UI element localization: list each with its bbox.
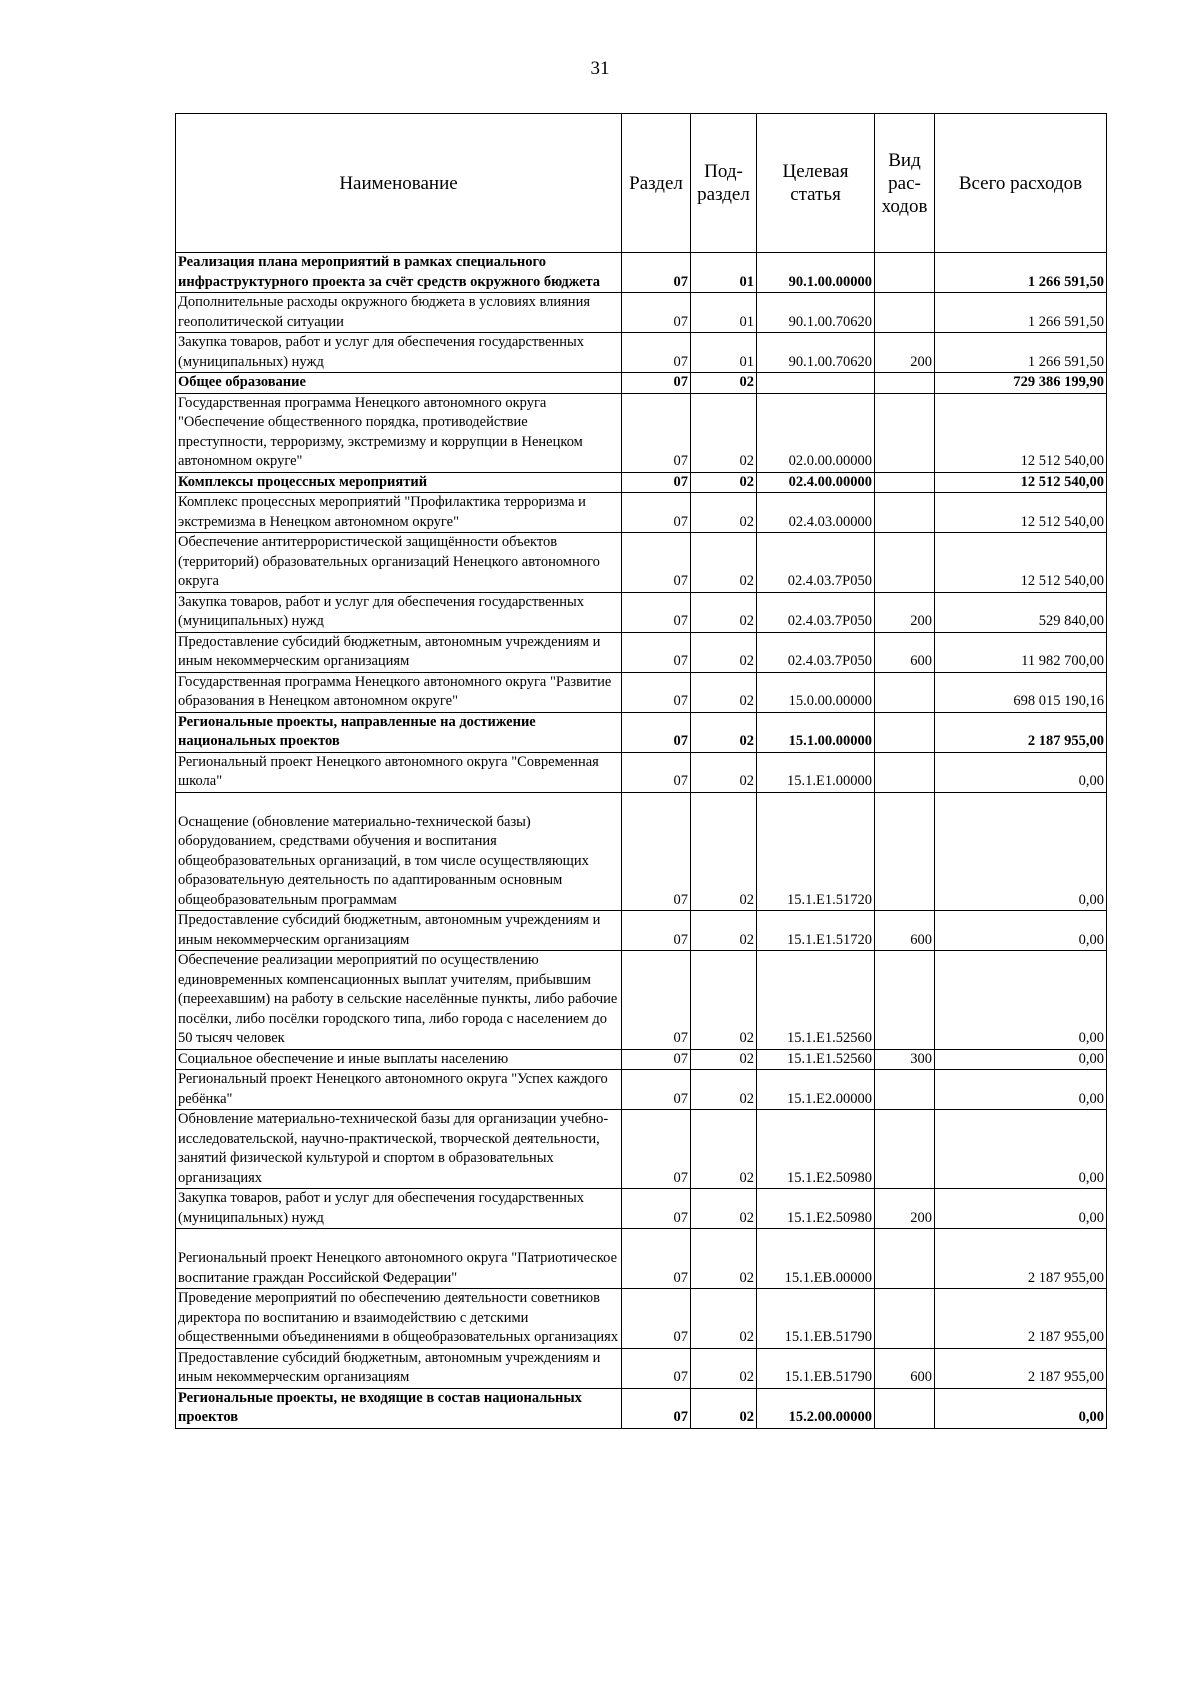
row-target-cell: 02.4.03.7Р050 (757, 533, 875, 593)
row-target-cell: 90.1.00.70620 (757, 293, 875, 333)
row-subsection-cell: 02 (691, 1070, 757, 1110)
row-kind-cell: 600 (875, 1348, 935, 1388)
row-total-cell: 1 266 591,50 (935, 293, 1107, 333)
row-section-cell: 07 (622, 712, 691, 752)
budget-table (175, 113, 1107, 1429)
row-name-cell: Обновление материально-технической базы для организации учебно-исследовательской, научно-практической, творческой деятельности, занятий физической культурой и спортом в образовательных организациях (176, 1110, 622, 1189)
table-row (176, 293, 1107, 333)
row-kind-cell (875, 792, 935, 911)
row-subsection-cell: 02 (691, 1289, 757, 1349)
row-total-cell: 529 840,00 (935, 592, 1107, 632)
table-row (176, 393, 1107, 472)
row-target-cell: 02.4.00.00000 (757, 472, 875, 493)
row-kind-cell: 600 (875, 632, 935, 672)
row-total-cell: 12 512 540,00 (935, 533, 1107, 593)
row-section-cell: 07 (622, 1388, 691, 1428)
header-section: Раздел (622, 114, 691, 253)
table-row (176, 333, 1107, 373)
row-subsection-cell: 02 (691, 1388, 757, 1428)
row-total-cell: 1 266 591,50 (935, 333, 1107, 373)
row-total-cell: 0,00 (935, 1110, 1107, 1189)
row-total-cell: 11 982 700,00 (935, 632, 1107, 672)
table-row (176, 253, 1107, 293)
row-section-cell: 07 (622, 792, 691, 911)
row-total-cell: 2 187 955,00 (935, 1348, 1107, 1388)
row-section-cell: 07 (622, 472, 691, 493)
table-row (176, 632, 1107, 672)
row-target-cell: 90.1.00.70620 (757, 333, 875, 373)
row-kind-cell (875, 533, 935, 593)
row-target-cell: 15.1.ЕВ.51790 (757, 1289, 875, 1349)
row-section-cell: 07 (622, 393, 691, 472)
row-subsection-cell: 02 (691, 672, 757, 712)
table-row (176, 373, 1107, 394)
row-total-cell: 0,00 (935, 1388, 1107, 1428)
row-kind-cell: 600 (875, 911, 935, 951)
row-subsection-cell: 02 (691, 632, 757, 672)
row-subsection-cell: 02 (691, 592, 757, 632)
table-row (176, 792, 1107, 911)
row-target-cell: 02.4.03.7Р050 (757, 632, 875, 672)
row-subsection-cell: 01 (691, 253, 757, 293)
row-name-cell: Закупка товаров, работ и услуг для обеспечения государственных (муниципальных) нужд (176, 592, 622, 632)
table-row (176, 951, 1107, 1050)
row-total-cell: 0,00 (935, 1189, 1107, 1229)
row-target-cell: 15.1.Е2.50980 (757, 1110, 875, 1189)
row-section-cell: 07 (622, 333, 691, 373)
row-subsection-cell: 02 (691, 911, 757, 951)
row-target-cell: 15.1.ЕВ.51790 (757, 1348, 875, 1388)
row-kind-cell (875, 373, 935, 394)
row-subsection-cell: 02 (691, 1348, 757, 1388)
row-target-cell: 15.1.ЕВ.00000 (757, 1229, 875, 1289)
row-subsection-cell: 02 (691, 1229, 757, 1289)
table-row (176, 672, 1107, 712)
row-kind-cell (875, 253, 935, 293)
row-name-cell: Комплексы процессных мероприятий (176, 472, 622, 493)
row-section-cell: 07 (622, 1070, 691, 1110)
row-section-cell: 07 (622, 1348, 691, 1388)
header-total-expenses: Всего расходов (935, 114, 1107, 253)
row-total-cell: 0,00 (935, 792, 1107, 911)
row-kind-cell: 300 (875, 1049, 935, 1070)
row-name-cell: Обеспечение антитеррористической защищённости объектов (территорий) образовательных организаций Ненецкого автономного округа (176, 533, 622, 593)
table-header-row (176, 114, 1107, 253)
table-row (176, 493, 1107, 533)
row-name-cell: Обеспечение реализации мероприятий по осуществлению единовременных компенсационных выплат учителям, прибывшим (переехавшим) на работу в сельские населённые пункты, либо рабочие посёлки, либо посёлки городского типа, либо города с населением до 50 тысяч человек (176, 951, 622, 1050)
table-row (176, 1289, 1107, 1349)
row-target-cell: 02.4.03.00000 (757, 493, 875, 533)
row-name-cell: Региональный проект Ненецкого автономного округа "Современная школа" (176, 752, 622, 792)
table-row (176, 1348, 1107, 1388)
row-total-cell: 698 015 190,16 (935, 672, 1107, 712)
row-kind-cell (875, 472, 935, 493)
row-section-cell: 07 (622, 752, 691, 792)
row-target-cell: 15.1.Е1.51720 (757, 792, 875, 911)
table-row (176, 1189, 1107, 1229)
row-target-cell: 02.0.00.00000 (757, 393, 875, 472)
table-row (176, 533, 1107, 593)
table-row (176, 472, 1107, 493)
row-target-cell: 02.4.03.7Р050 (757, 592, 875, 632)
row-name-cell: Дополнительные расходы окружного бюджета в условиях влияния геополитической ситуации (176, 293, 622, 333)
row-total-cell: 2 187 955,00 (935, 1289, 1107, 1349)
row-kind-cell: 200 (875, 1189, 935, 1229)
row-section-cell: 07 (622, 493, 691, 533)
row-name-cell: Региональные проекты, направленные на достижение национальных проектов (176, 712, 622, 752)
row-total-cell: 12 512 540,00 (935, 472, 1107, 493)
row-target-cell: 90.1.00.00000 (757, 253, 875, 293)
row-total-cell: 0,00 (935, 752, 1107, 792)
row-kind-cell (875, 672, 935, 712)
table-row (176, 592, 1107, 632)
row-total-cell: 0,00 (935, 1049, 1107, 1070)
row-section-cell: 07 (622, 293, 691, 333)
row-subsection-cell: 02 (691, 1110, 757, 1189)
row-name-cell: Региональные проекты, не входящие в состав национальных проектов (176, 1388, 622, 1428)
row-kind-cell (875, 951, 935, 1050)
table-row (176, 1388, 1107, 1428)
row-section-cell: 07 (622, 632, 691, 672)
table-row (176, 911, 1107, 951)
row-section-cell: 07 (622, 672, 691, 712)
row-kind-cell (875, 712, 935, 752)
row-section-cell: 07 (622, 1289, 691, 1349)
table-row (176, 1110, 1107, 1189)
row-section-cell: 07 (622, 1229, 691, 1289)
row-target-cell: 15.1.Е2.50980 (757, 1189, 875, 1229)
row-subsection-cell: 01 (691, 293, 757, 333)
row-target-cell (757, 373, 875, 394)
row-name-cell: Реализация плана мероприятий в рамках специального инфраструктурного проекта за счёт средств окружного бюджета (176, 253, 622, 293)
row-kind-cell (875, 752, 935, 792)
row-subsection-cell: 01 (691, 333, 757, 373)
row-name-cell: Проведение мероприятий по обеспечению деятельности советников директора по воспитанию и взаимодействию с детскими общественными объединениями в общеобразовательных организациях (176, 1289, 622, 1349)
row-subsection-cell: 02 (691, 373, 757, 394)
header-name: Наименование (176, 114, 622, 253)
row-target-cell: 15.0.00.00000 (757, 672, 875, 712)
row-total-cell: 12 512 540,00 (935, 493, 1107, 533)
row-kind-cell: 200 (875, 592, 935, 632)
row-total-cell: 729 386 199,90 (935, 373, 1107, 394)
row-total-cell: 2 187 955,00 (935, 1229, 1107, 1289)
row-target-cell: 15.2.00.00000 (757, 1388, 875, 1428)
row-subsection-cell: 02 (691, 752, 757, 792)
row-total-cell: 2 187 955,00 (935, 712, 1107, 752)
row-kind-cell (875, 1289, 935, 1349)
row-subsection-cell: 02 (691, 1049, 757, 1070)
row-name-cell: Оснащение (обновление материально-технической базы) оборудованием, средствами обучения и воспитания общеобразовательных организаций, в том числе осуществляющих образовательную деятельность по адаптированным основным общеобразовательным программам (176, 792, 622, 911)
row-name-cell: Предоставление субсидий бюджетным, автономным учреждениям и иным некоммерческим организациям (176, 632, 622, 672)
row-name-cell: Комплекс процессных мероприятий "Профилактика терроризма и экстремизма в Ненецком автономном округе" (176, 493, 622, 533)
row-name-cell: Государственная программа Ненецкого автономного округа "Обеспечение общественного порядка, противодействие преступности, терроризму, экстремизму и коррупции в Ненецком автономном округе" (176, 393, 622, 472)
row-section-cell: 07 (622, 951, 691, 1050)
row-section-cell: 07 (622, 533, 691, 593)
row-total-cell: 12 512 540,00 (935, 393, 1107, 472)
table-row (176, 1049, 1107, 1070)
row-section-cell: 07 (622, 592, 691, 632)
row-kind-cell (875, 1229, 935, 1289)
row-name-cell: Региональный проект Ненецкого автономного округа "Успех каждого ребёнка" (176, 1070, 622, 1110)
row-kind-cell (875, 293, 935, 333)
row-subsection-cell: 02 (691, 792, 757, 911)
header-expense-kind: Вид рас- ходов (875, 114, 935, 253)
row-name-cell: Региональный проект Ненецкого автономного округа "Патриотическое воспитание граждан Российской Федерации" (176, 1229, 622, 1289)
row-name-cell: Государственная программа Ненецкого автономного округа "Развитие образования в Ненецком автономном округе" (176, 672, 622, 712)
row-name-cell: Закупка товаров, работ и услуг для обеспечения государственных (муниципальных) нужд (176, 1189, 622, 1229)
page-number: 31 (590, 58, 610, 79)
row-target-cell: 15.1.Е1.52560 (757, 951, 875, 1050)
table-row (176, 1229, 1107, 1289)
row-section-cell: 07 (622, 253, 691, 293)
row-name-cell: Предоставление субсидий бюджетным, автономным учреждениям и иным некоммерческим организациям (176, 911, 622, 951)
row-section-cell: 07 (622, 1189, 691, 1229)
row-subsection-cell: 02 (691, 472, 757, 493)
row-kind-cell (875, 393, 935, 472)
row-name-cell: Закупка товаров, работ и услуг для обеспечения государственных (муниципальных) нужд (176, 333, 622, 373)
row-kind-cell (875, 1070, 935, 1110)
row-subsection-cell: 02 (691, 951, 757, 1050)
table-row (176, 712, 1107, 752)
row-subsection-cell: 02 (691, 712, 757, 752)
row-target-cell: 15.1.Е1.51720 (757, 911, 875, 951)
row-subsection-cell: 02 (691, 493, 757, 533)
row-name-cell: Социальное обеспечение и иные выплаты населению (176, 1049, 622, 1070)
row-kind-cell (875, 1110, 935, 1189)
row-total-cell: 0,00 (935, 951, 1107, 1050)
row-section-cell: 07 (622, 373, 691, 394)
row-subsection-cell: 02 (691, 1189, 757, 1229)
row-target-cell: 15.1.00.00000 (757, 712, 875, 752)
row-target-cell: 15.1.Е2.00000 (757, 1070, 875, 1110)
row-name-cell: Предоставление субсидий бюджетным, автономным учреждениям и иным некоммерческим организациям (176, 1348, 622, 1388)
row-section-cell: 07 (622, 1110, 691, 1189)
row-total-cell: 0,00 (935, 911, 1107, 951)
row-kind-cell (875, 493, 935, 533)
row-total-cell: 1 266 591,50 (935, 253, 1107, 293)
row-total-cell: 0,00 (935, 1070, 1107, 1110)
row-subsection-cell: 02 (691, 533, 757, 593)
row-subsection-cell: 02 (691, 393, 757, 472)
header-subsection: Под- раздел (691, 114, 757, 253)
row-target-cell: 15.1.Е1.52560 (757, 1049, 875, 1070)
row-name-cell: Общее образование (176, 373, 622, 394)
table-row (176, 752, 1107, 792)
header-target-article: Целевая статья (757, 114, 875, 253)
row-section-cell: 07 (622, 911, 691, 951)
row-target-cell: 15.1.Е1.00000 (757, 752, 875, 792)
row-kind-cell (875, 1388, 935, 1428)
row-section-cell: 07 (622, 1049, 691, 1070)
table-row (176, 1070, 1107, 1110)
row-kind-cell: 200 (875, 333, 935, 373)
